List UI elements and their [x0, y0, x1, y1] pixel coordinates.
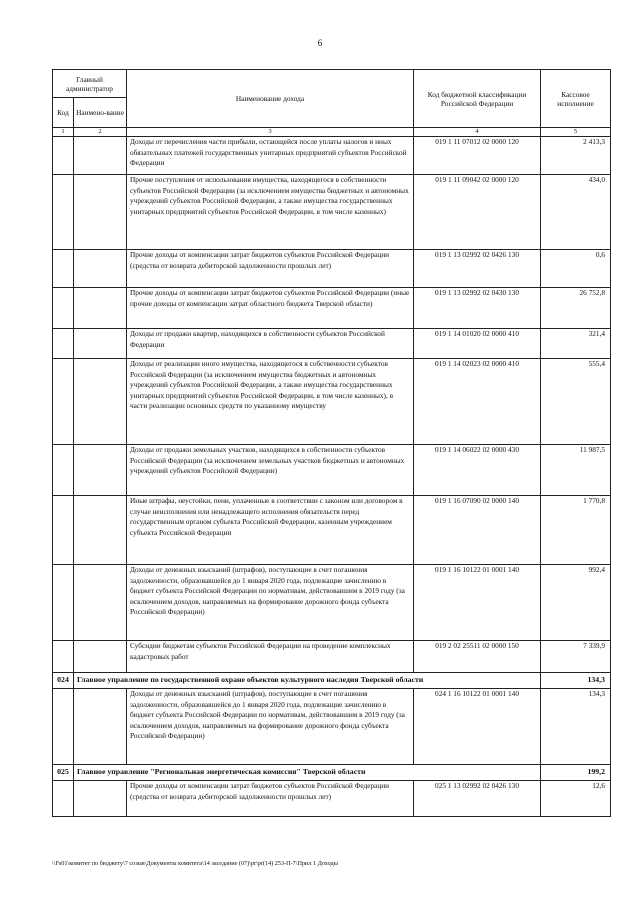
- column-number: 5: [541, 128, 611, 137]
- empty-cell: [74, 496, 127, 565]
- empty-cell: [53, 250, 74, 288]
- income-name: Прочие доходы от компенсации затрат бюджетов субъектов Российской Федерации (иные прочие доходы от компенсации затрат областного бюджета Тверской области): [127, 288, 414, 329]
- group-code: 024: [53, 673, 74, 689]
- budget-code: 019 1 11 09042 02 0000 120: [414, 175, 541, 250]
- income-name: Прочие доходы от компенсации затрат бюджетов субъектов Российской Федерации (средства от возврата дебиторской задолженности прошлых лет): [127, 250, 414, 288]
- amount: 12,6: [541, 781, 611, 817]
- budget-code: 024 1 16 10122 01 0001 140: [414, 689, 541, 765]
- file-path-footer: \\Fs01\комитет по бюджету\7 созыв\Документы комитета\14 заседание (07)\pr\pr(14) 253-П-7\Прил 1 Доходы: [52, 860, 338, 867]
- budget-code: 019 1 14 02023 02 0000 410: [414, 359, 541, 445]
- empty-cell: [74, 329, 127, 359]
- admin-group-header: Главный администратор: [53, 70, 127, 98]
- income-name: Доходы от денежных взысканий (штрафов), поступающие в счет погашения задолженности, образовавшейся до 1 января 2020 года, подлежащие зачислению в бюджет субъекта Российской Федерации по нормативам, действовавшим в 2019 году (за исключением доходов, направляемых на формирование дорожного фонда субъекта Российской Федерации): [127, 565, 414, 641]
- column-number: 2: [74, 128, 127, 137]
- empty-cell: [53, 329, 74, 359]
- empty-cell: [53, 781, 74, 817]
- empty-cell: [53, 689, 74, 765]
- table-row: [53, 250, 611, 288]
- empty-cell: [74, 689, 127, 765]
- amount: 2 413,3: [541, 137, 611, 175]
- amount: 26 752,8: [541, 288, 611, 329]
- income-name: Прочие доходы от компенсации затрат бюджетов субъектов Российской Федерации (средства от возврата дебиторской задолженности прошлых лет): [127, 781, 414, 817]
- column-numbers-row: [53, 128, 611, 137]
- amount: 0,6: [541, 250, 611, 288]
- empty-cell: [53, 175, 74, 250]
- income-name: Субсидии бюджетам субъектов Российской Федерации на проведение комплексных кадастровых работ: [127, 641, 414, 673]
- amount: 7 339,9: [541, 641, 611, 673]
- table-row: [53, 781, 611, 817]
- table-row: [53, 565, 611, 641]
- table-row: [53, 175, 611, 250]
- table-row: [53, 137, 611, 175]
- empty-cell: [74, 565, 127, 641]
- empty-cell: [74, 288, 127, 329]
- empty-cell: [53, 641, 74, 673]
- empty-cell: [74, 359, 127, 445]
- group-amount: 134,3: [541, 673, 611, 689]
- table-row: [53, 689, 611, 765]
- budget-code: 019 1 11 07012 02 0000 120: [414, 137, 541, 175]
- amount: 321,4: [541, 329, 611, 359]
- empty-cell: [53, 565, 74, 641]
- column-number: 4: [414, 128, 541, 137]
- naimenovanie-header: Наимено-вание: [74, 98, 127, 128]
- empty-cell: [53, 359, 74, 445]
- execution-header: Кассовое исполнение: [541, 70, 611, 128]
- budget-code: 019 1 14 06022 02 0000 430: [414, 445, 541, 496]
- income-name: Доходы от перечисления части прибыли, остающейся после уплаты налогов и иных обязательных платежей государственных унитарных предприятий субъектов Российской Федерации: [127, 137, 414, 175]
- column-number: 3: [127, 128, 414, 137]
- income-name: Доходы от денежных взысканий (штрафов), поступающие в счет погашения задолженности, образовавшейся до 1 января 2020 года, подлежащие зачислению в бюджет субъекта Российской Федерации по нормативам, действовавшим в 2019 году (за исключением доходов, направляемых на формирование дорожного фонда субъекта Российской Федерации): [127, 689, 414, 765]
- amount: 555,4: [541, 359, 611, 445]
- group-row: [53, 765, 611, 781]
- empty-cell: [74, 641, 127, 673]
- income-name: Доходы от продажи земельных участков, находящихся в собственности субъектов Российской Федерации (за исключением земельных участков бюджетных и автономных учреждений субъектов Российской Федерации): [127, 445, 414, 496]
- table-row: [53, 496, 611, 565]
- income-name: Доходы от реализации иного имущества, находящегося в собственности субъектов Российской Федерации (за исключением имущества бюджетных и автономных учреждений субъектов Российской Федерации, а также имущества государственных унитарных предприятий субъектов Российской Федерации, в том числе казенных), в части реализации основных средств по указанному имуществу: [127, 359, 414, 445]
- empty-cell: [53, 288, 74, 329]
- table-row: [53, 288, 611, 329]
- budget-code-header: Код бюджетной классификации Российской Федерации: [414, 70, 541, 128]
- empty-cell: [74, 781, 127, 817]
- page-number: 6: [317, 38, 323, 48]
- budget-code: 025 1 13 02992 02 0426 130: [414, 781, 541, 817]
- empty-cell: [74, 250, 127, 288]
- amount: 434,0: [541, 175, 611, 250]
- table-row: [53, 445, 611, 496]
- table-header: [53, 70, 611, 137]
- kod-header: Код: [53, 98, 74, 128]
- group-code: 025: [53, 765, 74, 781]
- income-table: [52, 69, 611, 817]
- empty-cell: [74, 175, 127, 250]
- budget-code: 019 1 13 02992 02 0426 130: [414, 250, 541, 288]
- table-row: [53, 359, 611, 445]
- income-name-header: Наименование дохода: [127, 70, 414, 128]
- budget-code: 019 1 14 01020 02 0000 410: [414, 329, 541, 359]
- column-number: 1: [53, 128, 74, 137]
- empty-cell: [53, 445, 74, 496]
- income-name: Доходы от продажи квартир, находящихся в собственности субъектов Российской Федерации: [127, 329, 414, 359]
- empty-cell: [53, 496, 74, 565]
- group-name: Главное управление по государственной охране объектов культурного наследия Тверской области: [74, 673, 541, 689]
- group-name: Главное управление "Региональная энергетическая комиссия" Тверской области: [74, 765, 541, 781]
- amount: 134,3: [541, 689, 611, 765]
- budget-code: 019 1 13 02992 02 0430 130: [414, 288, 541, 329]
- amount: 1 770,8: [541, 496, 611, 565]
- budget-code: 019 2 02 25511 02 0000 150: [414, 641, 541, 673]
- table-body: [53, 137, 611, 817]
- amount: 11 987,5: [541, 445, 611, 496]
- amount: 992,4: [541, 565, 611, 641]
- empty-cell: [53, 137, 74, 175]
- group-row: [53, 673, 611, 689]
- group-amount: 199,2: [541, 765, 611, 781]
- budget-code: 019 1 16 07090 02 0000 140: [414, 496, 541, 565]
- income-name: Иные штрафы, неустойки, пени, уплаченные в соответствии с законом или договором в случае неисполнения или ненадлежащего исполнения обязательств перед государственным органом субъекта Российской Федерации, казенным учреждением субъекта Российской Федерации: [127, 496, 414, 565]
- income-name: Прочие поступления от использования имущества, находящегося в собственности субъектов Российской Федерации (за исключением имущества бюджетных и автономных учреждений субъектов Российской Федерации, а также имущества государственных унитарных предприятий субъектов Российской Федерации, в том числе казенных): [127, 175, 414, 250]
- empty-cell: [74, 137, 127, 175]
- empty-cell: [74, 445, 127, 496]
- table-row: [53, 329, 611, 359]
- table-row: [53, 641, 611, 673]
- budget-code: 019 1 16 10122 01 0001 140: [414, 565, 541, 641]
